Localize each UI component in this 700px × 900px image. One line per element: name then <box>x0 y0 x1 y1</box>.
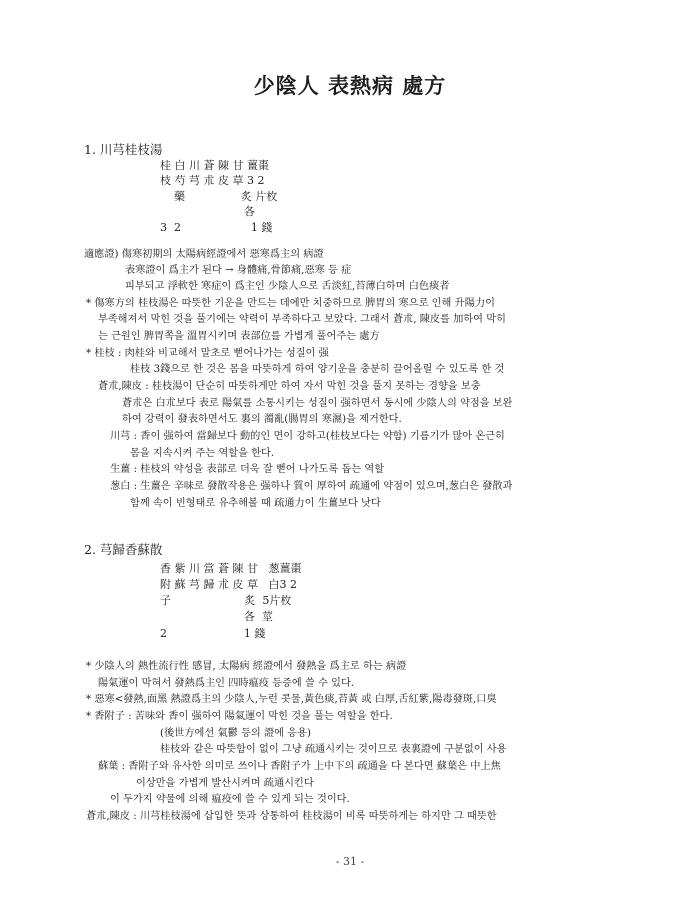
text-line: 함께 속이 빈형태로 유추해볼 때 疏通力이 生薑보다 낫다 <box>130 498 381 509</box>
prescription-grid-row: 2 1 錢 <box>160 627 266 640</box>
text-line: 피부되고 浮軟한 寒症이 爲主인 少陰人으로 舌淡紅,苔薄白하며 白色痰者 <box>125 281 450 292</box>
text-line: 이 두가지 약물에 의해 瘟疫에 쓸 수 있게 되는 것이다. <box>110 794 350 805</box>
text-line: 몸을 지속시켜 주는 역할을 한다. <box>130 448 275 459</box>
text-line: * 香附子 : 苦味와 香이 强하여 陽氣運이 막힌 것을 풀는 역할을 한다. <box>86 711 393 722</box>
text-line: 桂枝와 같은 따뜻함이 없이 그냥 疏通시키는 것이므로 表裏證에 구분없이 사용 <box>160 744 507 755</box>
prescription-grid-row: 香 紫 川 當 蒼 陳 甘 葱薑棗 <box>160 562 302 575</box>
section-2-heading: 2. 芎歸香蘇散 <box>84 542 163 557</box>
page-number: - 31 - <box>335 855 365 868</box>
text-line: (後世方에선 氣鬱 등의 證에 응용) <box>160 728 311 739</box>
text-line: * 傷寒方의 桂枝湯은 따뜻한 기운을 만드는 데에만 치중하므로 脾胃의 寒으로 인해 升陽力이 <box>86 298 495 309</box>
prescription-grid-row: 藥 炙 片枚 <box>160 190 278 203</box>
text-line: * 惡寒<發熱,面黑 熱證爲主의 少陰人,누런 콧물,黃色痰,苔黃 或 白厚,舌紅紫,陽毒發斑,口臭 <box>86 694 497 705</box>
text-line: 蒼朮,陳皮 : 桂枝湯이 단순히 따뜻하게만 하여 자서 막힌 것을 풀지 못하는 경향을 보충 <box>98 381 481 392</box>
text-line: * 少陰人의 熱性流行性 感冒, 太陽病 經證에서 發熱을 爲主로 하는 病證 <box>86 661 407 672</box>
text-line: 蒼朮,陳皮 : 川芎桂枝湯에 삽입한 뜻과 상통하여 桂枝湯이 비록 따뜻하게는 하지만 그 때뜻한 <box>86 811 497 822</box>
text-line: 蘇葉 : 香附子와 유사한 의미로 쓰이나 香附子가 上中下의 疏通을 다 본다면 蘇葉은 中上焦 <box>98 761 501 772</box>
text-line: 表寒證이 爲主가 된다 → 身體痛,骨節痛,惡寒 등 症 <box>125 265 352 276</box>
prescription-grid-row: 3 2 1 錢 <box>160 221 273 234</box>
page-title: 少陰人 表熱病 處方 <box>253 73 447 98</box>
text-line: 하여 강력이 發表하면서도 裏의 濁亂(腸胃의 寒濕)을 제거한다. <box>122 414 402 425</box>
text-line: 生薑 : 桂枝의 약성을 表部로 더욱 잘 뻗어 나가도록 돕는 역할 <box>110 464 385 475</box>
text-line: 川芎 : 香이 强하여 當歸보다 動的인 면이 강하고(桂枝보다는 약함) 기름기가 많아 온근히 <box>110 431 505 442</box>
text-line: 부족해져서 막힌 것을 풀기에는 약력이 부족하다고 보았다. 그래서 蒼朮, 陳皮를 加하여 막히 <box>98 314 506 325</box>
prescription-grid-row: 子 炙 5片枚 <box>160 594 292 607</box>
prescription-grid-row: 桂 白 川 蒼 陳 甘 薑棗 <box>160 159 269 172</box>
section-1-heading: 1. 川芎桂枝湯 <box>84 142 163 157</box>
text-line: 適應證) 傷寒初期의 太陽病經證에서 惡寒爲主의 病證 <box>84 249 324 260</box>
text-line: 는 근원인 脾胃쪽을 溫胃시키며 表部位를 가볍게 풀어주는 處方 <box>98 331 380 342</box>
text-line: 葱白 : 生薑은 辛味로 發散작용은 强하나 質이 厚하여 疏通에 약점이 있으며,葱白은 發散과 <box>110 481 513 492</box>
prescription-grid-row: 各 莖 <box>160 610 273 623</box>
prescription-grid-row: 各 <box>160 205 255 218</box>
text-line: 陽氣運이 막혀서 發熱爲主인 四時瘟疫 등증에 쓸 수 있다. <box>98 678 355 689</box>
prescription-grid-row: 附 蘇 芎 歸 朮 皮 草 白3 2 <box>160 578 297 591</box>
text-line: 이상만을 가볍게 발산시켜며 疏通시킨다 <box>136 778 314 789</box>
prescription-grid-row: 枝 芍 芎 朮 皮 草 3 2 <box>160 174 265 187</box>
text-line: 桂枝 3錢으로 한 것은 몸을 따뜻하게 하여 양기운을 충분히 끌어올릴 수 있도록 한 것 <box>130 364 505 375</box>
text-line: 蒼朮은 白朮보다 表로 陽氣를 소통시키는 성질이 强하면서 동시에 少陰人의 약점을 보완 <box>122 398 513 409</box>
text-line: * 桂枝 : 肉桂와 비교해서 말초로 뻗어나가는 성질이 强 <box>86 348 329 359</box>
